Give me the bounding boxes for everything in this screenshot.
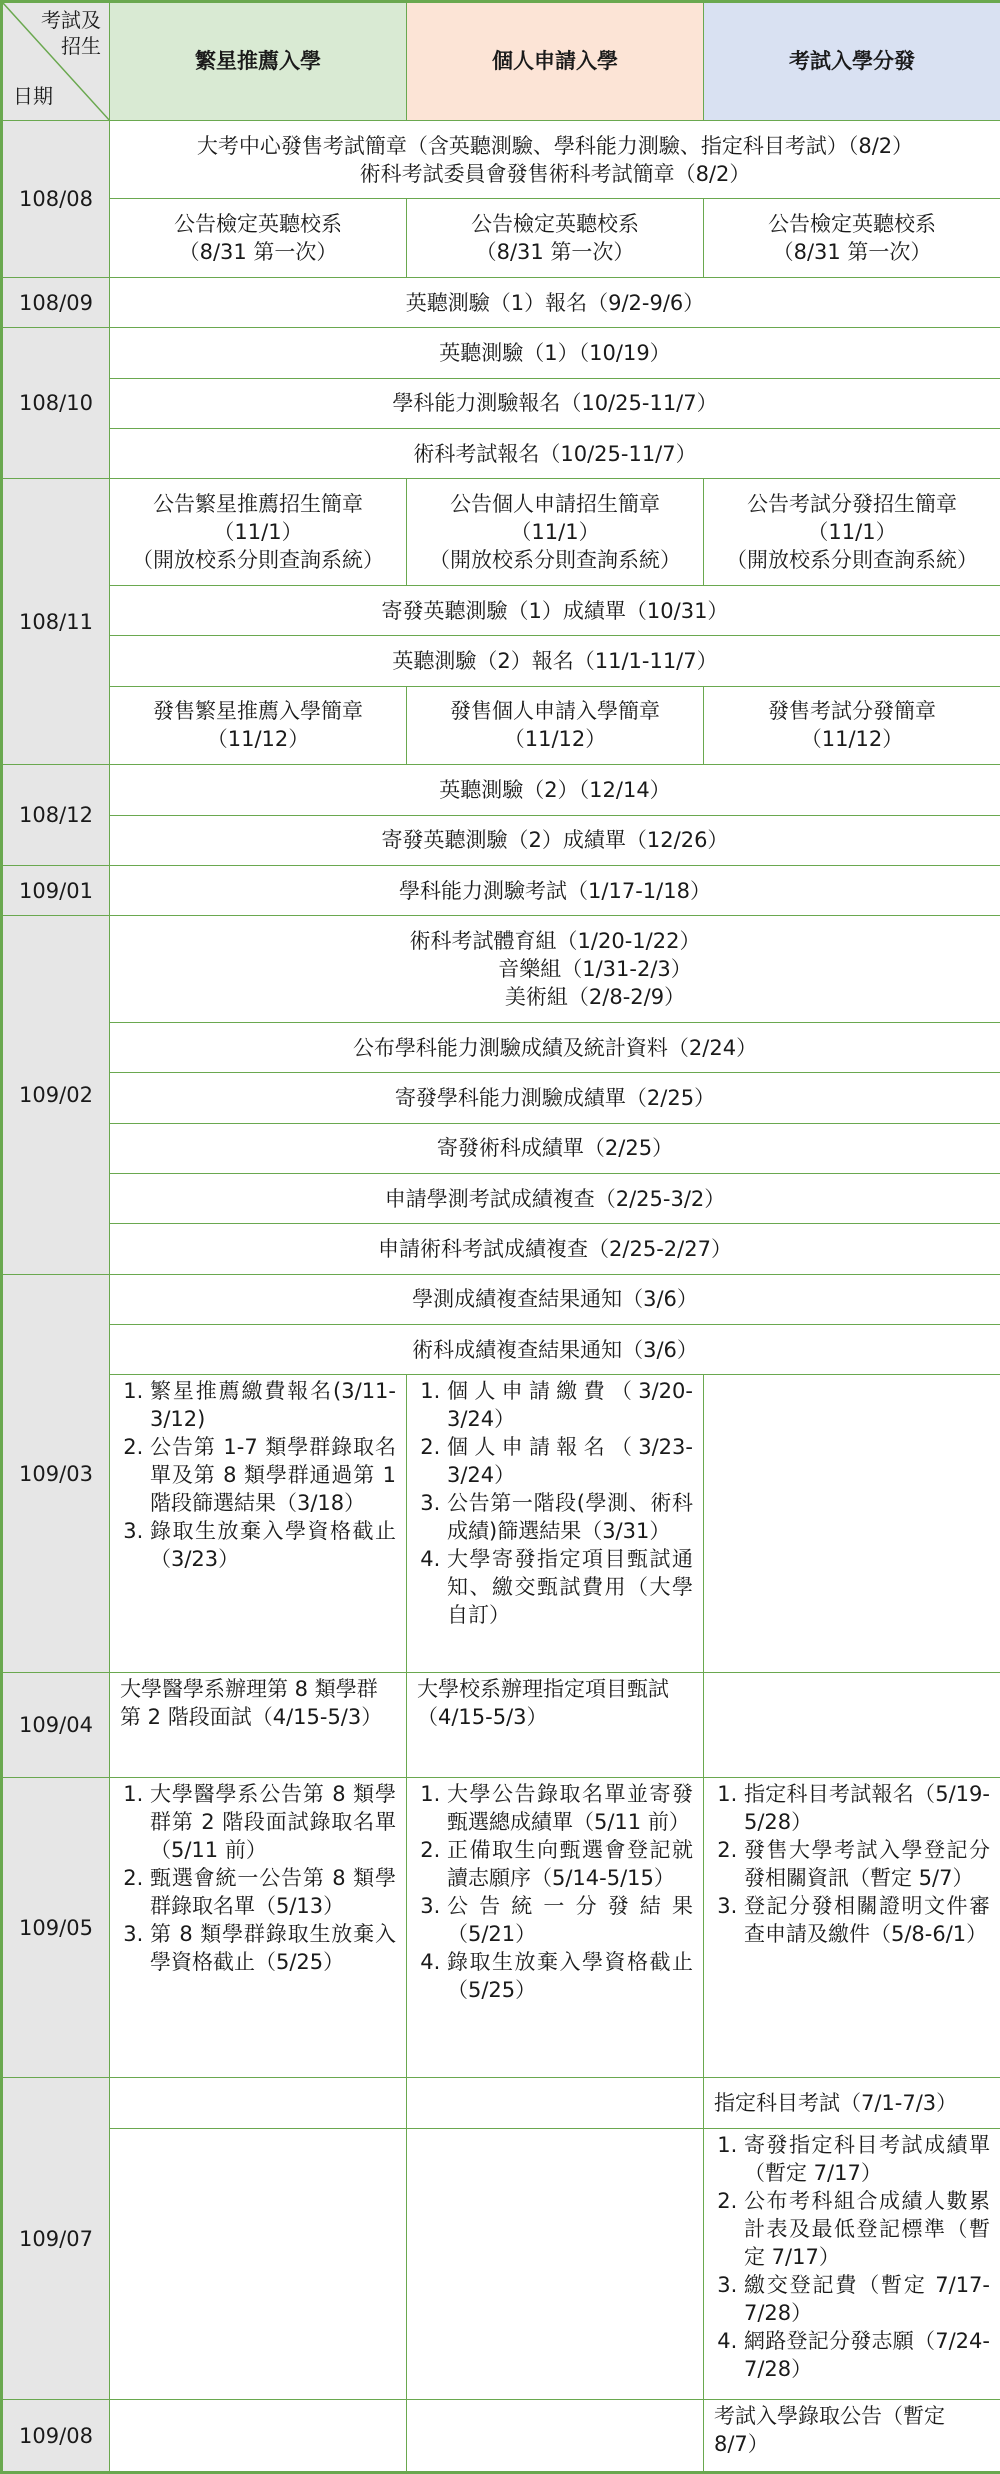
date-cell: 108/11	[2, 479, 110, 765]
table-row	[2, 1274, 1000, 1324]
schedule-cell	[704, 1778, 1000, 2078]
list-item: 3. 登記分發相關證明文件審查申請及繳件（5/8-6/1）	[744, 1892, 990, 1948]
column-header-personal-application: 個人申請入學	[407, 2, 704, 121]
schedule-cell: 英聽測驗（1）（10/19）	[110, 328, 1000, 378]
date-cell: 109/03	[2, 1274, 110, 1673]
schedule-cell: 寄發學科能力測驗成績單（2/25）	[110, 1073, 1000, 1123]
list-item: 2. 正備取生向甄選會登記就讀志願序（5/14-5/15）	[447, 1836, 693, 1892]
table-row	[2, 378, 1000, 428]
list-item: 2. 甄選會統一公告第 8 類學群錄取名單（5/13）	[150, 1864, 396, 1920]
schedule-cell	[407, 1778, 704, 2078]
schedule-cell: 指定科目考試（7/1-7/3）	[704, 2078, 1000, 2128]
empty-cell	[407, 2400, 704, 2473]
date-cell: 109/05	[2, 1778, 110, 2078]
list-item: 1. 大學公告錄取名單並寄發甄選總成績單（5/11 前）	[447, 1780, 693, 1836]
schedule-cell: 公告檢定英聽校系 （8/31 第一次）	[704, 199, 1000, 278]
empty-cell	[407, 2128, 704, 2400]
date-cell: 108/09	[2, 277, 110, 327]
table-row	[2, 479, 1000, 586]
date-cell: 109/04	[2, 1673, 110, 1778]
list-item: 2. 公布考科組合成績人數累計表及最低登記標準（暫定 7/17）	[744, 2187, 990, 2271]
list-item: 2. 發售大學考試入學登記分發相關資訊（暫定 5/7）	[744, 1836, 990, 1892]
date-cell: 109/07	[2, 2078, 110, 2400]
table-row	[2, 1022, 1000, 1072]
table-row	[2, 328, 1000, 378]
schedule-cell	[110, 1778, 407, 2078]
list-item: 4. 網路登記分發志願（7/24-7/28）	[744, 2327, 990, 2383]
list-item: 2. 個人申請報名（3/23-3/24）	[447, 1433, 693, 1489]
schedule-cell: 寄發術科成績單（2/25）	[110, 1123, 1000, 1173]
list-item: 3. 繳交登記費（暫定 7/17-7/28）	[744, 2271, 990, 2327]
list-item: 3. 第 8 類學群錄取生放棄入學資格截止（5/25）	[150, 1920, 396, 1976]
date-cell: 108/08	[2, 120, 110, 277]
schedule-cell: 申請術科考試成績複查（2/25-2/27）	[110, 1224, 1000, 1274]
schedule-cell: 公告檢定英聽校系 （8/31 第一次）	[110, 199, 407, 278]
list-item: 1. 個人申請繳費（3/20-3/24）	[447, 1377, 693, 1433]
empty-cell	[110, 2128, 407, 2400]
empty-cell	[704, 1375, 1000, 1673]
list-item: 3. 公告統一分發結果（5/21）	[447, 1892, 693, 1948]
table-row	[2, 199, 1000, 278]
schedule-cell	[407, 1375, 704, 1673]
empty-cell	[110, 2400, 407, 2473]
table-row	[2, 1673, 1000, 1778]
table-row	[2, 2400, 1000, 2473]
schedule-cell: 學科能力測驗考試（1/17-1/18）	[110, 865, 1000, 915]
schedule-cell: 學測成績複查結果通知（3/6）	[110, 1274, 1000, 1324]
list-item: 4. 大學寄發指定項目甄試通知、繳交甄試費用（大學自訂）	[447, 1545, 693, 1629]
table-row	[2, 815, 1000, 865]
list-item: 3. 公告第一階段(學測、術科成績)篩選結果（3/31）	[447, 1489, 693, 1545]
date-cell: 108/10	[2, 328, 110, 479]
schedule-cell: 申請學測考試成績複查（2/25-3/2）	[110, 1173, 1000, 1223]
list-item: 2. 公告第 1-7 類學群錄取名單及第 8 類學群通過第 1 階段篩選結果（3/18）	[150, 1433, 396, 1517]
date-cell: 109/01	[2, 865, 110, 915]
schedule-cell: 發售考試分發簡章 （11/12）	[704, 686, 1000, 765]
table-row	[2, 1325, 1000, 1375]
numbered-list	[417, 1377, 693, 1629]
numbered-list	[417, 1780, 693, 2004]
list-item: 1. 寄發指定科目考試成績單（暫定 7/17）	[744, 2131, 990, 2187]
corner-label-exam: 考試及 招生	[41, 8, 101, 58]
table-row	[2, 277, 1000, 327]
schedule-cell: 學科能力測驗報名（10/25-11/7）	[110, 378, 1000, 428]
schedule-cell: 寄發英聽測驗（1）成績單（10/31）	[110, 585, 1000, 635]
column-header-star-recommendation: 繁星推薦入學	[110, 2, 407, 121]
table-row	[2, 1173, 1000, 1223]
schedule-cell: 大考中心發售考試簡章（含英聽測驗、學科能力測驗、指定科目考試）（8/2） 術科考試委員會發售術科考試簡章（8/2）	[110, 120, 1000, 199]
table-row	[2, 1778, 1000, 2078]
date-cell: 109/08	[2, 2400, 110, 2473]
table-row	[2, 1073, 1000, 1123]
table-row	[2, 120, 1000, 199]
empty-cell	[407, 2078, 704, 2128]
empty-cell	[704, 1673, 1000, 1778]
numbered-list	[120, 1780, 396, 1976]
schedule-cell: 發售繁星推薦入學簡章 （11/12）	[110, 686, 407, 765]
schedule-cell: 公布學科能力測驗成績及統計資料（2/24）	[110, 1022, 1000, 1072]
schedule-cell: 術科成績複查結果通知（3/6）	[110, 1325, 1000, 1375]
schedule-cell: 考試入學錄取公告（暫定 8/7）	[704, 2400, 1000, 2473]
corner-header-cell	[2, 2, 110, 121]
date-cell: 109/02	[2, 916, 110, 1274]
schedule-cell	[110, 1375, 407, 1673]
table-row	[2, 585, 1000, 635]
table-row	[2, 1375, 1000, 1673]
corner-label-date: 日期	[13, 83, 53, 108]
list-item: 1. 大學醫學系公告第 8 類學群第 2 階段面試錄取名單（5/11 前）	[150, 1780, 396, 1864]
schedule-cell: 術科考試報名（10/25-11/7）	[110, 428, 1000, 478]
date-cell: 108/12	[2, 765, 110, 866]
empty-cell	[110, 2078, 407, 2128]
table-row	[2, 865, 1000, 915]
table-row	[2, 765, 1000, 815]
numbered-list	[714, 1780, 990, 1948]
schedule-cell: 發售個人申請入學簡章 （11/12）	[407, 686, 704, 765]
table-row	[2, 2128, 1000, 2400]
schedule-cell: 公告檢定英聽校系 （8/31 第一次）	[407, 199, 704, 278]
schedule-cell: 寄發英聽測驗（2）成績單（12/26）	[110, 815, 1000, 865]
list-item: 1. 指定科目考試報名（5/19-5/28）	[744, 1780, 990, 1836]
schedule-cell: 大學醫學系辦理第 8 類學群第 2 階段面試（4/15-5/3）	[110, 1673, 407, 1778]
schedule-cell: 大學校系辦理指定項目甄試（4/15-5/3）	[407, 1673, 704, 1778]
table-row	[2, 428, 1000, 478]
column-header-exam-distribution: 考試入學分發	[704, 2, 1000, 121]
schedule-cell: 英聽測驗（2）報名（11/1-11/7）	[110, 636, 1000, 686]
table-row	[2, 636, 1000, 686]
table-row	[2, 916, 1000, 1023]
list-item: 3. 錄取生放棄入學資格截止（3/23）	[150, 1517, 396, 1573]
numbered-list	[120, 1377, 396, 1573]
table-row	[2, 686, 1000, 765]
table-row	[2, 1224, 1000, 1274]
table-row	[2, 2078, 1000, 2128]
schedule-cell: 英聽測驗（1）報名（9/2-9/6）	[110, 277, 1000, 327]
schedule-cell: 公告繁星推薦招生簡章 （11/1） （開放校系分則查詢系統）	[110, 479, 407, 586]
schedule-cell: 公告考試分發招生簡章 （11/1） （開放校系分則查詢系統）	[704, 479, 1000, 586]
numbered-list	[714, 2131, 990, 2383]
list-item: 1. 繁星推薦繳費報名(3/11-3/12)	[150, 1377, 396, 1433]
schedule-cell: 術科考試體育組（1/20-1/22） 音樂組（1/31-2/3） 美術組（2/8-2/9）	[110, 916, 1000, 1023]
table-row	[2, 1123, 1000, 1173]
header-row	[2, 2, 1000, 121]
list-item: 4. 錄取生放棄入學資格截止（5/25）	[447, 1948, 693, 2004]
schedule-cell: 英聽測驗（2）（12/14）	[110, 765, 1000, 815]
schedule-cell: 公告個人申請招生簡章 （11/1） （開放校系分則查詢系統）	[407, 479, 704, 586]
schedule-cell	[704, 2128, 1000, 2400]
